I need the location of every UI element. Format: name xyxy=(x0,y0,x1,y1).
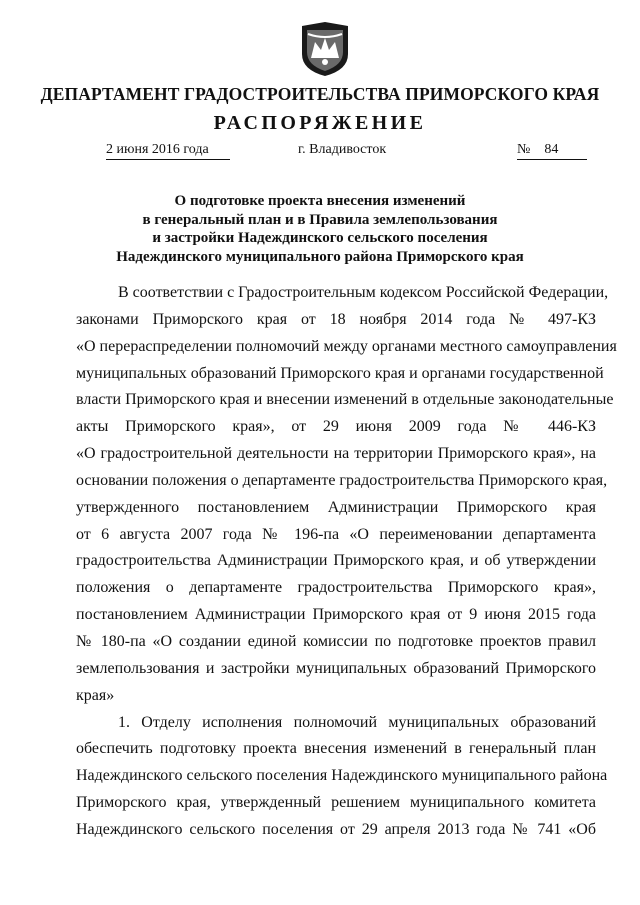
preamble-line: законами Приморского края от 18 ноября 2014 года № 497-КЗ xyxy=(76,310,596,328)
document-body xyxy=(76,280,617,844)
document-city: г. Владивосток xyxy=(298,142,387,157)
number-label: № xyxy=(517,142,531,157)
clause-line: обеспечить подготовку проекта внесения изменений в генеральный план xyxy=(76,740,596,758)
clause-line: 1. Отделу исполнения полномочий муниципальных образований xyxy=(118,713,596,731)
preamble-line: градостроительства Администрации Приморского края, и об утверждении xyxy=(76,552,596,570)
number-value: 84 xyxy=(544,142,559,157)
subject-line: О подготовке проекта внесения изменений xyxy=(174,193,466,209)
preamble-line: края» xyxy=(76,686,115,704)
clause-line: Приморского края, утвержденный решением муниципального комитета xyxy=(76,794,596,812)
document-number xyxy=(517,142,587,160)
preamble-line: № 180-па «О создании единой комиссии по подготовке проектов правил xyxy=(76,632,596,650)
preamble-line: В соответствии с Градостроительным кодексом Российской Федерации, xyxy=(118,284,609,301)
document-date: 2 июня 2016 года xyxy=(106,142,230,160)
preamble-line: постановлением Администрации Приморского края от 9 июня 2015 года xyxy=(76,606,596,624)
preamble-line: основании положения о департаменте градостроительства Приморского края, xyxy=(76,471,608,489)
subject-line: в генеральный план и в Правила землепользования xyxy=(142,211,498,228)
clause-line: Надеждинского сельского поселения Надеждинского муниципального района xyxy=(76,767,608,785)
subject-line: и застройки Надеждинского сельского поселения xyxy=(152,230,488,246)
document-type: РАСПОРЯЖЕНИЕ xyxy=(213,112,427,134)
preamble-line: муниципальных образований Приморского края и органами государственной xyxy=(76,364,604,382)
preamble-line: власти Приморского края и внесении изменений в отдельные законодательные xyxy=(76,391,614,409)
preamble-line: утвержденного постановлением Администрации Приморского края xyxy=(76,498,596,516)
preamble-line: «О перераспределении полномочий между органами местного самоуправления xyxy=(76,337,617,355)
preamble-line: акты Приморского края», от 29 июня 2009 года № 446-КЗ xyxy=(76,418,596,436)
document-subject xyxy=(60,192,580,266)
preamble-line: «О градостроительной деятельности на территории Приморского края», на xyxy=(76,445,596,463)
coat-of-arms-icon xyxy=(298,20,352,78)
preamble-line: землепользования и застройки муниципальных образований Приморского xyxy=(76,659,596,677)
subject-line: Надеждинского муниципального района Приморского края xyxy=(116,248,524,265)
preamble-line: от 6 августа 2007 года № 196-па «О переименовании департамента xyxy=(76,525,596,543)
department-name: ДЕПАРТАМЕНТ ГРАДОСТРОИТЕЛЬСТВА ПРИМОРСКОГО КРАЯ xyxy=(40,84,600,104)
preamble-line: положения о департаменте градостроительства Приморского края», xyxy=(76,579,596,597)
clause-line: Надеждинского сельского поселения от 29 апреля 2013 года № 741 «Об xyxy=(76,820,596,838)
